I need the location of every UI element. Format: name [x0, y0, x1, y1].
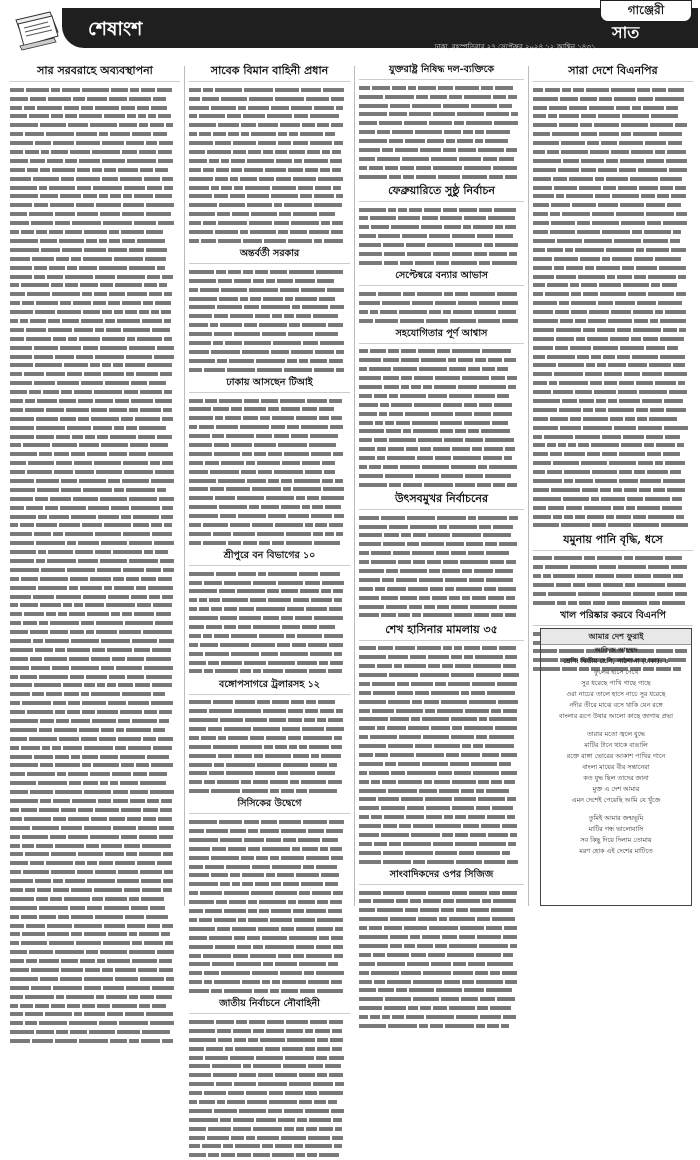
- article-body: [189, 818, 350, 996]
- article-body: [359, 206, 524, 268]
- article-body: [359, 514, 524, 621]
- column-4: [533, 62, 693, 624]
- headline: অন্তর্বর্তী সরকার: [189, 248, 350, 264]
- poem-line: বাংলা মায়ের বীর সন্তানেরা: [582, 763, 650, 771]
- headline: সার সরবরাহে অব্যবস্থাপনা: [10, 64, 180, 82]
- article-body: [189, 86, 350, 246]
- article-body: [359, 348, 524, 490]
- poem-box: [540, 628, 692, 906]
- poem-line: কত যুদ্ধ ছিল তাদের জানা: [583, 774, 649, 782]
- dateline: ঢাকা, বৃহস্পতিবার ২৭ সেপ্টেম্বর ২০২৪ ১২ আশ্বিন ১৪৩১: [434, 43, 596, 51]
- headline: শ্রীপুরে বন বিভাগের ১০: [189, 550, 350, 566]
- headline: খাল পরিষ্কার করবে বিএনপি: [533, 610, 693, 626]
- headline: শেখ হাসিনার মামলায় ৩৫: [359, 623, 524, 641]
- article-body: [189, 699, 350, 797]
- paper-name: গাঞ্জেরী: [600, 0, 692, 22]
- poem-lines: [541, 667, 691, 857]
- article-body: [533, 86, 693, 531]
- poem-line: মাটির টানে থাকে বাঙালি: [584, 741, 648, 749]
- headline: উৎসবমুখর নির্বাচনের: [359, 492, 524, 510]
- poem-line: এমন দেশেই পেয়েছি আমি যে খুঁজে: [571, 796, 661, 804]
- article-body: [359, 84, 524, 182]
- poem-line: ওরা নাচের তালে হাসে নাচে সুর ধরেছে: [566, 690, 666, 698]
- poem-line: মুক্ত এ দেশ আমার: [592, 785, 640, 793]
- column-2: [189, 62, 350, 1010]
- headline: যমুনায় পানি বৃদ্ধি, ধসে: [533, 533, 693, 551]
- article-body: [359, 889, 524, 1031]
- article-body: [189, 397, 350, 548]
- poem-line: ফুলের হাসে দেখে: [593, 668, 639, 676]
- poem-line: মাটির গন্ধ ভালোবাসি: [588, 825, 644, 833]
- headline: সেপ্টেম্বরে বন্যার আভাস: [359, 270, 524, 286]
- headline: ঢাকায় আসছেন টিআই: [189, 377, 350, 393]
- poem-line: [541, 722, 691, 729]
- headline: ফেব্রুয়ারিতে সুষ্ঠু নির্বাচন: [359, 184, 524, 202]
- headline: সারা দেশে বিএনপির: [533, 64, 693, 82]
- poem-class-info: শ্রেণি: দ্বিতীয় শ্রেণি, পাঠশালা (ঢাকা): ৪: [563, 657, 669, 665]
- headline: সাবেক বিমান বাহিনী প্রধান: [189, 64, 350, 82]
- poem-title: আমার দেশ ফুরাই: [541, 629, 691, 645]
- column-1: [10, 62, 180, 907]
- newspaper-stack-icon: [12, 2, 62, 54]
- article-body: [189, 1018, 350, 1160]
- masthead: [0, 0, 700, 58]
- poem-line: তুমিই আমার জন্মভূমি: [588, 814, 644, 822]
- poem-line: নদীর তীরে মাঝে বসে থাকি যেন রঙ্গে: [569, 701, 663, 709]
- poem-line: বাংলার রূপে উষার আলো কাছে জাগায় প্রভা: [558, 712, 674, 720]
- column-divider: [184, 66, 185, 906]
- poem-line: তারার মতো জ্বলে যুদ্ধে: [587, 730, 645, 738]
- column-divider: [354, 66, 355, 906]
- article-body: [189, 570, 350, 677]
- column-divider: [528, 66, 529, 906]
- poem-line: সব কিছু দিয়ে দিলাম তোমায়: [580, 836, 652, 844]
- article-body: [533, 555, 693, 608]
- headline: সিসিকের উদ্বেগে: [189, 798, 350, 814]
- headline: সহযোগিতার পূর্ণ আশ্বাস: [359, 328, 524, 344]
- column-3: [359, 62, 524, 907]
- headline: সাংবাদিকদের ওপর সিজিজ: [359, 869, 524, 885]
- page-name: সাত: [612, 23, 640, 42]
- headline: বঙ্গোপসাগরে ট্রলারসহ ১২: [189, 679, 350, 695]
- section-title: শেষাংশ: [88, 18, 143, 40]
- headline: যুক্তরাষ্ট্র নিষিদ্ধ দল-ব্যক্তিকে: [359, 64, 524, 80]
- article-body: [359, 645, 524, 867]
- poem-line: রক্তে রাঙ্গা ভোরের আকাশ পাখির গানে: [566, 752, 666, 760]
- poem-line: সুর ধরেছে পাখি গাছে গাছে: [581, 679, 651, 687]
- poem-line: [541, 806, 691, 813]
- article-body: [359, 290, 524, 326]
- poem-line: মরণ হোক এই দেশের মাটিতে: [579, 847, 653, 855]
- headline: জাতীয় নির্বাচনে নৌবাহিনী: [189, 998, 350, 1014]
- article-body: [189, 268, 350, 375]
- article-body: [10, 86, 180, 1046]
- poem-author: আজিজ আহম্মদ: [594, 646, 638, 654]
